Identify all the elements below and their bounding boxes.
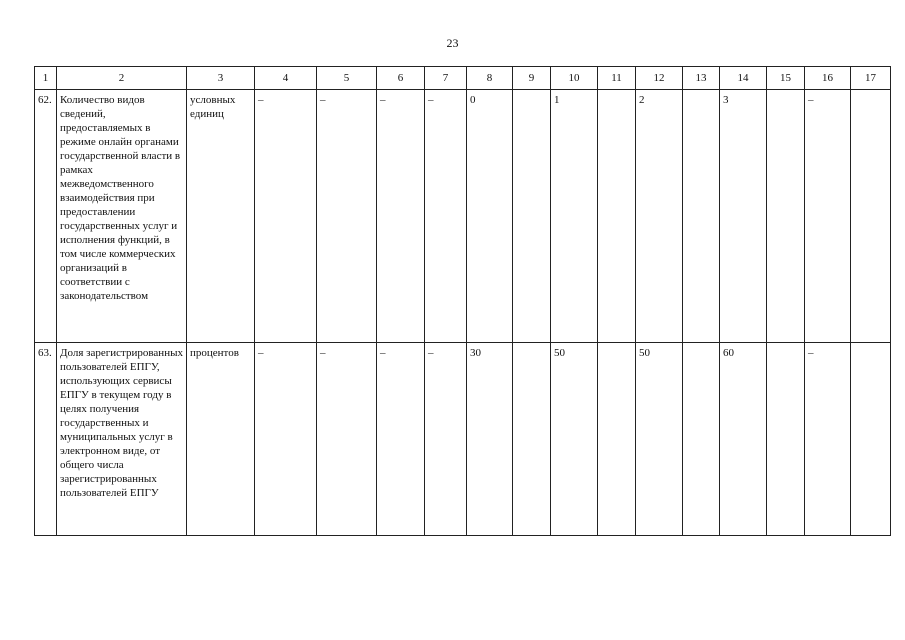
value-cell: – [317, 343, 377, 536]
indicators-table [34, 66, 891, 536]
value-cell [598, 90, 636, 343]
value-cell [683, 343, 720, 536]
value-cell [767, 343, 805, 536]
indicator-name: Количество видов сведений, предоставляемых в режиме онлайн органами государственной власти в рамках межведомственного взаимодействия при предоставлении государственных услуг и исполнения функций, в том числе коммерческих организаций в соответствии с законодательством [57, 90, 187, 343]
value-cell [513, 90, 551, 343]
column-header: 7 [425, 67, 467, 90]
column-header: 5 [317, 67, 377, 90]
value-cell: – [377, 343, 425, 536]
column-header: 6 [377, 67, 425, 90]
unit-of-measure: процентов [187, 343, 255, 536]
column-header: 9 [513, 67, 551, 90]
page-number: 23 [446, 36, 459, 50]
value-cell: – [317, 90, 377, 343]
column-header: 8 [467, 67, 513, 90]
value-cell [683, 90, 720, 343]
column-header: 12 [636, 67, 683, 90]
value-cell: – [805, 343, 851, 536]
unit-of-measure: условных единиц [187, 90, 255, 343]
value-cell: 30 [467, 343, 513, 536]
column-header: 11 [598, 67, 636, 90]
row-number: 63. [35, 343, 57, 536]
column-header: 10 [551, 67, 598, 90]
value-cell: 50 [551, 343, 598, 536]
table-row [35, 343, 891, 536]
row-number: 62. [35, 90, 57, 343]
value-cell: – [425, 343, 467, 536]
value-cell [767, 90, 805, 343]
value-cell [851, 90, 891, 343]
value-cell: – [255, 90, 317, 343]
value-cell: – [805, 90, 851, 343]
value-cell: 50 [636, 343, 683, 536]
value-cell [851, 343, 891, 536]
column-header: 13 [683, 67, 720, 90]
column-header: 3 [187, 67, 255, 90]
indicator-name: Доля зарегистрированных пользователей ЕПГУ, использующих сервисы ЕПГУ в текущем году в целях получения государственных и муниципальных услуг в электронном виде, от общего числа зарегистрированных пользователей ЕПГУ [57, 343, 187, 536]
value-cell [513, 343, 551, 536]
column-number-row [35, 67, 891, 90]
column-header: 15 [767, 67, 805, 90]
value-cell: – [255, 343, 317, 536]
value-cell: – [425, 90, 467, 343]
column-header: 2 [57, 67, 187, 90]
value-cell: 1 [551, 90, 598, 343]
value-cell: – [377, 90, 425, 343]
value-cell: 60 [720, 343, 767, 536]
column-header: 14 [720, 67, 767, 90]
column-header: 4 [255, 67, 317, 90]
value-cell: 2 [636, 90, 683, 343]
table-row [35, 90, 891, 343]
column-header: 1 [35, 67, 57, 90]
value-cell: 3 [720, 90, 767, 343]
column-header: 16 [805, 67, 851, 90]
value-cell [598, 343, 636, 536]
column-header: 17 [851, 67, 891, 90]
value-cell: 0 [467, 90, 513, 343]
